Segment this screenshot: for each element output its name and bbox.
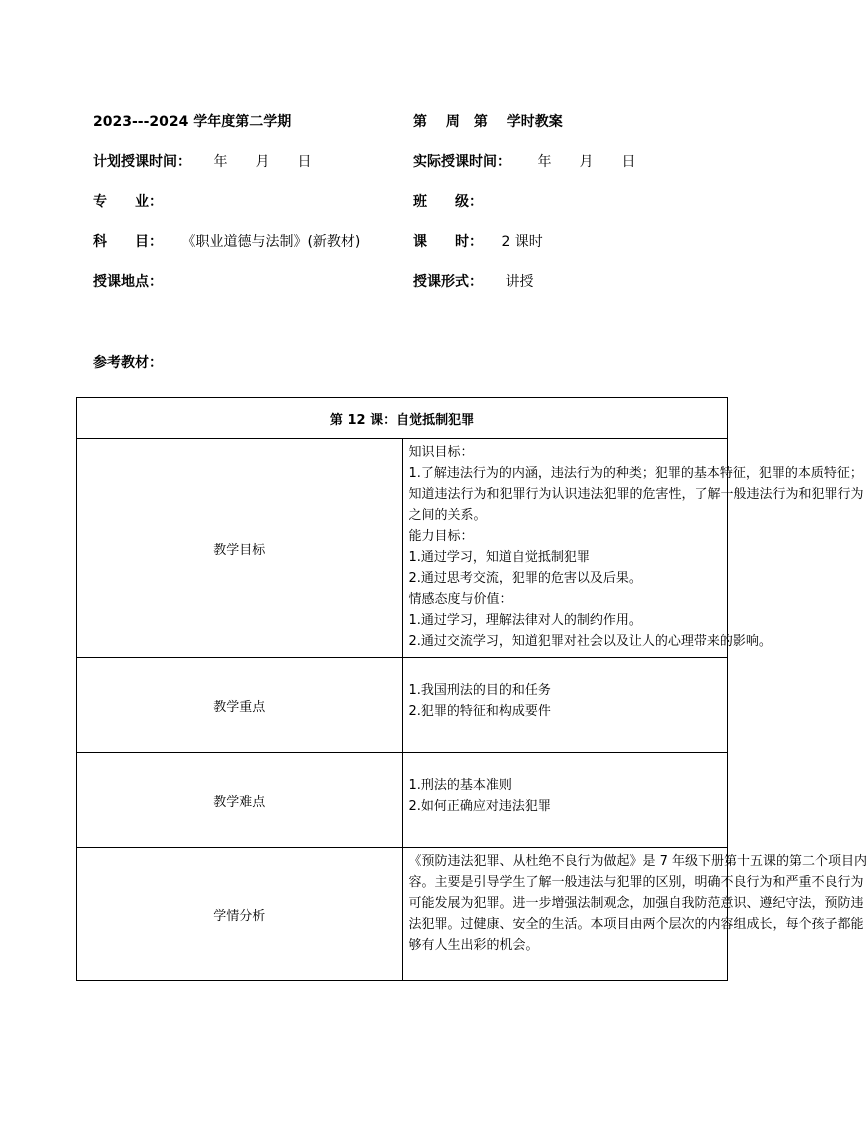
actual-time-value: 年 月 日: [537, 154, 636, 170]
hours-value: 2 课时: [501, 234, 543, 250]
week-label: 第 周 第 学时教案: [413, 114, 563, 130]
form-value: 讲授: [505, 274, 534, 290]
content-line: 法犯罪。过健康、安全的生活。本项目由两个层次的内容组成长，每个孩子都能: [408, 917, 864, 932]
actual-time: [413, 153, 635, 171]
row-content-analysis: [402, 848, 867, 981]
class-label: 班 级：: [413, 194, 483, 210]
row-content-objectives: [402, 439, 864, 658]
table-row: [77, 658, 728, 753]
form-label: 授课形式：: [413, 274, 483, 290]
row-label-difficulties: 教学难点: [77, 753, 403, 848]
location: [93, 273, 163, 291]
actual-time-label: 实际授课时间：: [413, 154, 511, 170]
content-line: 容。主要是引导学生了解一般违法与犯罪的区别，明确不良行为和严重不良行为: [408, 875, 864, 890]
form: [413, 273, 533, 291]
lesson-plan-table: [76, 397, 867, 981]
content-line: 2.犯罪的特征和构成要件: [408, 704, 551, 719]
plan-time: [93, 153, 311, 171]
hours-label: 课 时：: [413, 234, 483, 250]
table-row: [77, 753, 728, 848]
row-label-analysis: 学情分析: [77, 848, 403, 981]
table-title: 第 12 课：自觉抵制犯罪: [77, 398, 728, 439]
content-line: 2.通过交流学习，知道犯罪对社会以及让人的心理带来的影响。: [408, 634, 772, 649]
content-line: 1.通过学习，知道自觉抵制犯罪: [408, 550, 590, 565]
subject-label: 科 目：: [93, 234, 163, 250]
content-line: 1.了解违法行为的内涵，违法行为的种类；犯罪的基本特征，犯罪的本质特征；: [408, 466, 863, 481]
content-line: 知道违法行为和犯罪行为认识违法犯罪的危害性，了解一般违法行为和犯罪行为: [408, 487, 864, 502]
content-line: 知识目标：: [408, 445, 474, 460]
class: [413, 193, 483, 211]
semester-title: 2023---2024 学年度第二学期: [93, 114, 292, 130]
content-line: 够有人生出彩的机会。: [408, 938, 539, 953]
content-line: 1.我国刑法的目的和任务: [408, 683, 551, 698]
row-label-objectives: 教学目标: [77, 439, 403, 658]
plan-time-label: 计划授课时间：: [93, 154, 191, 170]
content-line: 《预防违法犯罪、从杜绝不良行为做起》是 7 年级下册第十五课的第二个项目内: [408, 854, 867, 869]
content-line: 情感态度与价值：: [408, 592, 513, 607]
row-label-key-points: 教学重点: [77, 658, 403, 753]
location-label: 授课地点：: [93, 274, 163, 290]
content-line: 2.通过思考交流，犯罪的危害以及后果。: [408, 571, 642, 586]
subject-value: 《职业道德与法制》(新教材): [181, 234, 361, 250]
hours: [413, 233, 543, 251]
table-title-row: [77, 398, 728, 439]
table-row: [77, 439, 728, 658]
reference-label: 参考教材：: [93, 355, 163, 371]
content-line: 能力目标：: [408, 529, 474, 544]
major: [93, 193, 163, 211]
content-line: 1.刑法的基本准则: [408, 778, 512, 793]
content-line: 可能发展为犯罪。进一步增强法制观念，加强自我防范意识、遵纪守法，预防违: [408, 896, 864, 911]
table-row: [77, 848, 728, 981]
content-line: 2.如何正确应对违法犯罪: [408, 799, 551, 814]
major-label: 专 业：: [93, 194, 163, 210]
row-content-key-points: [402, 658, 728, 753]
subject: [93, 233, 360, 251]
plan-time-value: 年 月 日: [213, 154, 312, 170]
row-content-difficulties: [402, 753, 728, 848]
content-line: 1.通过学习，理解法律对人的制约作用。: [408, 613, 642, 628]
content-line: 之间的关系。: [408, 508, 487, 523]
